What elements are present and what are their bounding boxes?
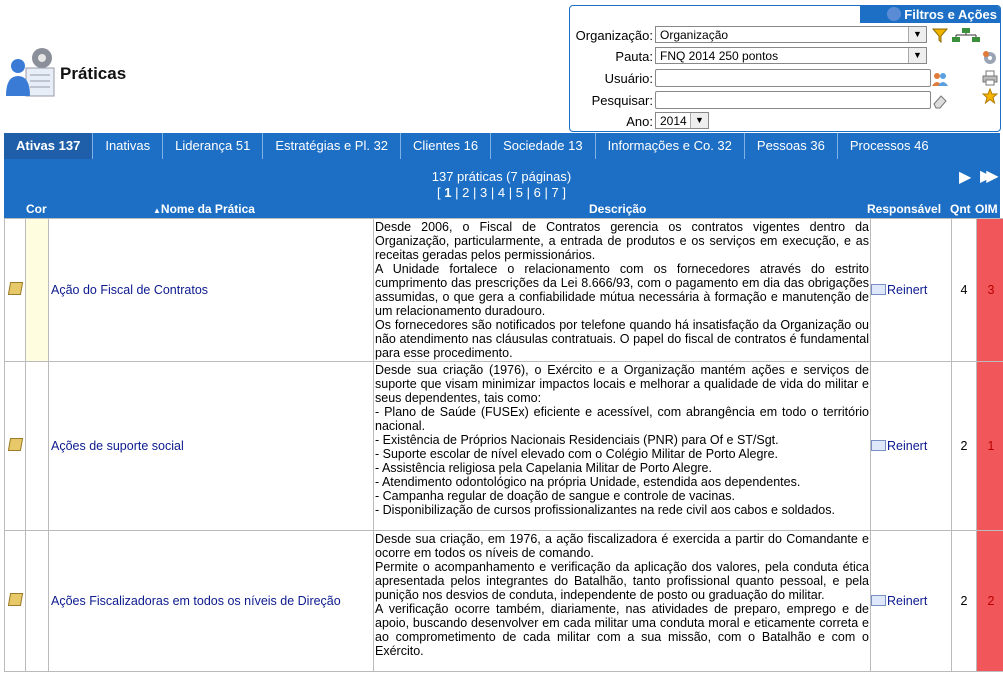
edit-cell[interactable] [5, 531, 26, 672]
usuario-input[interactable] [655, 69, 931, 87]
page-link-4[interactable]: 4 [497, 185, 506, 200]
page-link-3[interactable]: 3 [480, 185, 488, 200]
tab-inativas[interactable]: Inativas [93, 133, 163, 159]
oim-cell: 3 [977, 219, 1003, 362]
mail-icon[interactable] [871, 595, 886, 606]
oim-cell: 2 [977, 531, 1003, 672]
practices-table [4, 218, 1000, 672]
practice-description: Desde sua criação, em 1976, a ação fiscalizadora é exercida a partir do Comandante e ocorre em todos os níveis de comando. Permite o acompanhamento e verificação da aplicação dos valores, pela conduta ética apresentada pelos integrantes do Batalhão, tanto profissional quanto pessoal, e pela punição nos desvios de conduta, independente de posto ou graduação do militar. A verificação ocorre também, diariamente, nas atividades de preparo, emprego e de apoio, buscando desenvolver em cada militar uma conduta moral e eticamente correta e ao comprometimento de cada militar com a sua missão, com o Batalhão e com o Exército. [374, 531, 871, 672]
tab-ativas[interactable]: Ativas 137 [4, 133, 93, 159]
pauta-row [570, 47, 1000, 67]
eraser-icon[interactable] [932, 93, 948, 109]
col-cor[interactable]: Cor [26, 202, 47, 216]
page-1-current: 1 [444, 185, 452, 200]
page-link-6[interactable]: 6 [533, 185, 541, 200]
practice-name-link[interactable]: Ação do Fiscal de Contratos [49, 219, 374, 362]
responsible-cell[interactable]: Reinert [871, 531, 952, 672]
organizacao-row [570, 26, 1000, 46]
table-row [5, 362, 1003, 531]
ano-select[interactable]: 2014 ▼ [655, 112, 709, 129]
pagination-sep: | [544, 185, 548, 200]
users-icon[interactable] [932, 71, 948, 87]
practice-description: Desde sua criação (1976), o Exército e a Organização mantém ações e serviços de suporte que visam minimizar impactos locais e melhorar a qualidade de vida do militar e seus dependentes, tais como: - Plano de Saúde (FUSEx) eficiente e acessível, com abrangência em todo o território nacional. - Existência de Próprios Nacionais Residenciais (PNR) para Of e ST/Sgt. - Suporte escolar de nível elevado com o Colégio Militar de Porto Alegre. - Assistência religiosa pela Capelania Militar de Porto Alegre. - Atendimento odontológico na própria Unidade, estendida aos dependentes. - Campanha regular de doação de sangue e controle de vacinas. - Disponibilização de cursos profissionalizantes na rede civil aos cabos e soldados. [374, 362, 871, 531]
tab-processos[interactable]: Processos 46 [849, 138, 929, 153]
filter-icon[interactable] [932, 27, 948, 43]
next-page-icon[interactable]: ▶ [959, 169, 972, 186]
settings-icon[interactable] [982, 50, 998, 66]
page-link-2[interactable]: 2 [462, 185, 470, 200]
pagination-sep: | [526, 185, 530, 200]
tab-sociedade[interactable]: Sociedade 13 [491, 133, 596, 159]
page-link-7[interactable]: 7 [551, 185, 559, 200]
table-row [5, 219, 1003, 362]
table-row [5, 531, 1003, 672]
edit-icon[interactable] [7, 593, 22, 606]
pauta-select[interactable]: FNQ 2014 250 pontos ▼ [655, 47, 927, 64]
chevron-down-icon: ▼ [908, 27, 926, 42]
tab-informacoes[interactable]: Informações e Co. 32 [596, 133, 745, 159]
filters-heading: Filtros e Ações [860, 6, 1000, 23]
pagination [0, 185, 1003, 200]
page-link-5[interactable]: 5 [515, 185, 523, 200]
col-descricao[interactable]: Descrição [589, 202, 647, 216]
col-oim[interactable]: OIM [975, 202, 998, 216]
org-chart-icon[interactable] [950, 27, 982, 43]
responsible-cell[interactable]: Reinert [871, 362, 952, 531]
pagination-bracket: ] [562, 185, 566, 200]
pagination-sep: | [455, 185, 459, 200]
usuario-label: Usuário: [604, 71, 653, 86]
chevron-down-icon: ▼ [908, 48, 926, 63]
edit-icon[interactable] [7, 438, 22, 451]
practice-name-link[interactable]: Ações de suporte social [49, 362, 374, 531]
qnt-cell: 4 [952, 219, 977, 362]
pagination-bracket: [ [437, 185, 441, 200]
practices-logo-icon [6, 44, 62, 100]
pagination-sep: | [490, 185, 495, 200]
user-filter-icon [887, 7, 901, 21]
organizacao-label: Organização: [575, 28, 653, 43]
last-page-icon[interactable]: ▶▶ [980, 168, 993, 185]
page-title: Práticas [60, 64, 127, 83]
col-qnt[interactable]: Qnt [950, 202, 971, 216]
tab-bar [4, 133, 1000, 159]
ano-row [570, 112, 1000, 132]
print-icon[interactable] [982, 70, 998, 86]
col-nome[interactable]: ▲Nome da Prática [153, 202, 255, 216]
edit-cell[interactable] [5, 219, 26, 362]
color-cell [26, 219, 49, 362]
qnt-cell: 2 [952, 531, 977, 672]
ano-label: Ano: [626, 114, 653, 129]
color-cell [26, 531, 49, 672]
sort-asc-icon: ▲ [153, 206, 161, 215]
col-responsavel[interactable]: Responsável [867, 202, 942, 216]
filters-panel [569, 5, 1001, 132]
tab-estrategias[interactable]: Estratégias e Pl. 32 [263, 133, 401, 159]
pesquisar-input[interactable] [655, 91, 931, 109]
mail-icon[interactable] [871, 284, 886, 295]
pesquisar-row [570, 91, 1000, 111]
star-icon[interactable] [982, 88, 998, 104]
tab-lideranca[interactable]: Liderança 51 [163, 133, 263, 159]
responsible-cell[interactable]: Reinert [871, 219, 952, 362]
pagination-sep: | [508, 185, 513, 200]
mail-icon[interactable] [871, 440, 886, 451]
practice-name-link[interactable]: Ações Fiscalizadoras em todos os níveis de Direção [49, 531, 374, 672]
edit-cell[interactable] [5, 362, 26, 531]
chevron-down-icon: ▼ [690, 113, 708, 128]
pesquisar-label: Pesquisar: [591, 93, 653, 108]
edit-icon[interactable] [7, 282, 22, 295]
color-cell [26, 362, 49, 531]
organizacao-select[interactable]: Organização ▼ [655, 26, 927, 43]
qnt-cell: 2 [952, 362, 977, 531]
tab-pessoas[interactable]: Pessoas 36 [745, 133, 838, 159]
oim-cell: 1 [977, 362, 1003, 531]
practices-count: 137 práticas (7 páginas) [431, 169, 572, 184]
tab-clientes[interactable]: Clientes 16 [401, 133, 491, 159]
usuario-row [570, 69, 1000, 89]
pauta-label: Pauta: [615, 49, 653, 64]
pagination-sep: | [472, 185, 477, 200]
practice-description: Desde 2006, o Fiscal de Contratos gerencia os contratos vigentes dentro da Organização, particularmente, a entrada de produtos e os serviços em execução, e as receitas geradas pelos permissionários. A Unidade fortalece o relacionamento com os fornecedores através do estrito cumprimento das prescrições da Lei 8.666/93, com o pagamento em dia das obrigações assumidas, o que gera a confiabilidade mútua necessária à formação e manutenção de um relacionamento duradouro. Os fornecedores são notificados por telefone quando há insatisfação da Organização ou não atendimento nas cláusulas contratuais. O papel do fiscal de contratos é fundamental para esse procedimento. [375, 220, 869, 360]
